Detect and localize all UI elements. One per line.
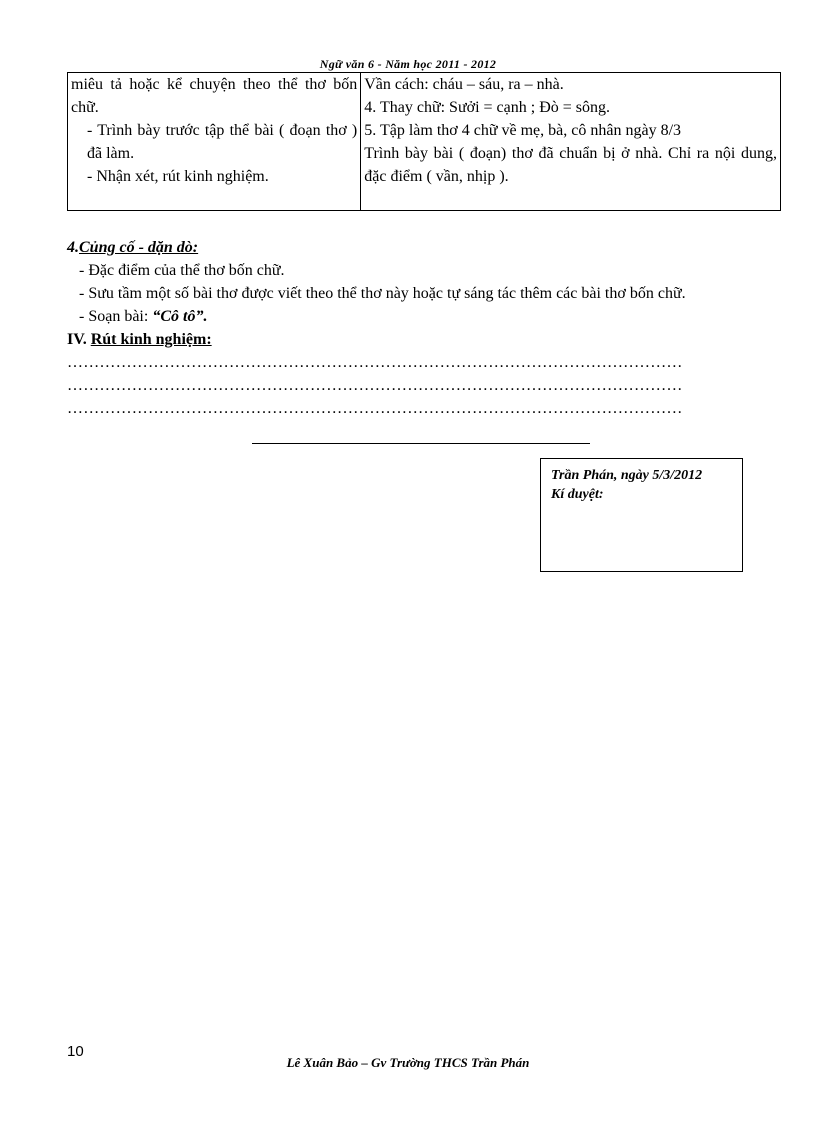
list-item [67, 305, 781, 328]
list-item: - Sưu tầm một số bài thơ được viết theo thể thơ này hoặc tự sáng tác thêm các bài thơ bốn chữ. [79, 285, 686, 302]
table-cell-activities [68, 73, 361, 211]
assignment-title: “Cô tô”. [152, 308, 208, 325]
list-item: - Đặc điểm của thể thơ bốn chữ. [79, 262, 285, 279]
table-right-line: Vần cách: cháu – sáu, ra – nhà. [364, 76, 564, 93]
section-4 [67, 236, 781, 420]
table-left-line: miêu tả hoặc kể chuyện theo thể thơ bốn chữ. [71, 76, 358, 116]
dotted-line: …………………………………………………………………………………………………… [67, 377, 683, 394]
section-iv-number: IV. [67, 331, 91, 348]
page-number: 10 [67, 1043, 84, 1060]
section-4-heading [67, 236, 781, 259]
dotted-line: …………………………………………………………………………………………………… [67, 400, 683, 417]
page-header: Ngữ văn 6 - Năm học 2011 - 2012 [319, 57, 497, 71]
table-right-line: 4. Thay chữ: Sưởi = cạnh ; Đò = sông. [364, 99, 611, 116]
table-right-line: 5. Tập làm thơ 4 chữ về mẹ, bà, cô nhân ngày 8/3 [364, 122, 682, 139]
table-cell-content [361, 73, 781, 211]
list-item-text: - Soạn bài: [79, 308, 153, 325]
table-left-line: - Nhận xét, rút kinh nghiệm. [87, 168, 269, 185]
section-iv-title: Rút kinh nghiệm: [90, 331, 212, 348]
divider [252, 443, 590, 444]
section-4-title: Củng cố - dặn dò: [79, 239, 199, 256]
signature-approval: Kí duyệt: [551, 487, 604, 502]
lesson-table [67, 72, 781, 211]
dotted-line: …………………………………………………………………………………………………… [67, 354, 683, 371]
table-row [68, 73, 781, 211]
page-footer: Lê Xuân Bảo – Gv Trường THCS Trần Phán [286, 1055, 530, 1070]
table-right-line: Trình bày bài ( đoạn) thơ đã chuẩn bị ở nhà. Chỉ ra nội dung, đặc điểm ( vần, nhịp ). [364, 145, 777, 185]
section-iv-heading [67, 328, 781, 351]
signature-place-date: Trần Phán, ngày 5/3/2012 [551, 468, 703, 483]
signature-box [540, 458, 743, 572]
table-left-line: - Trình bày trước tập thể bài ( đoạn thơ ) đã làm. [87, 122, 358, 162]
section-4-number: 4. [67, 239, 79, 256]
